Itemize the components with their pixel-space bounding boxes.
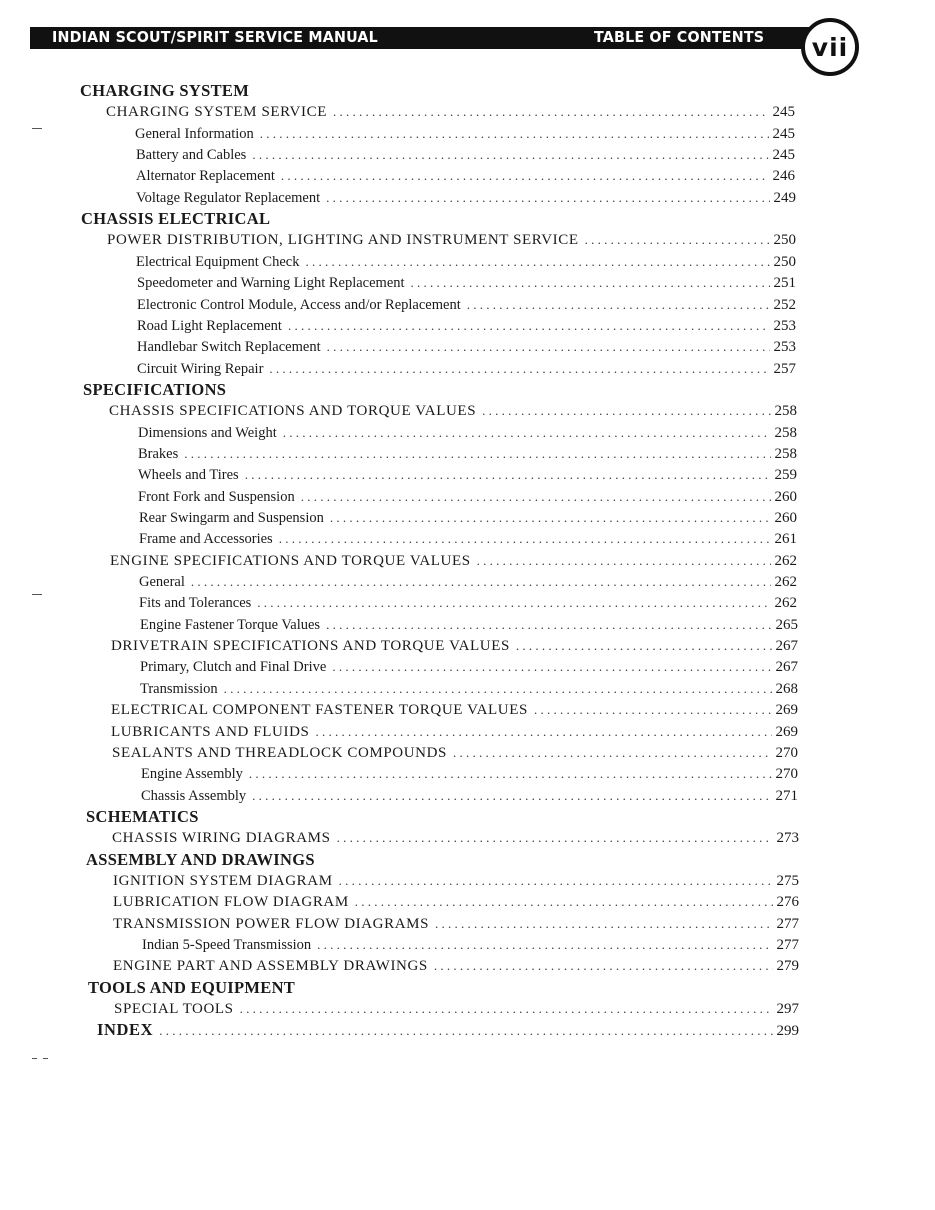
toc-entry-title: Electronic Control Module, Access and/or Replacement [137, 297, 461, 313]
toc-entry-title: INDEX [97, 1020, 154, 1039]
toc-entry-title: Fits and Tolerances [139, 595, 252, 611]
dot-leader [333, 101, 769, 123]
scan-mark [32, 1058, 37, 1059]
toc-entry [113, 891, 799, 913]
toc-entry [107, 229, 796, 251]
section-heading: TOOLS AND EQUIPMENT [88, 978, 296, 997]
dot-leader [477, 550, 771, 572]
toc-entry-title: Electrical Equipment Check [136, 254, 300, 270]
toc-entry-title: CHASSIS SPECIFICATIONS AND TORQUE VALUES [109, 403, 477, 419]
dot-leader [283, 422, 771, 444]
toc-page-number: 251 [773, 275, 796, 291]
toc-page-number: 260 [774, 510, 797, 526]
dot-leader [355, 891, 773, 913]
toc-entry-title: Transmission [140, 681, 218, 697]
dot-leader [482, 400, 770, 422]
toc-entry-title: ENGINE SPECIFICATIONS AND TORQUE VALUES [110, 553, 471, 569]
toc-page-number: 262 [774, 595, 797, 611]
toc-entry-title: Chassis Assembly [141, 788, 247, 804]
toc-page-number: 262 [774, 574, 797, 590]
toc-entry [137, 336, 796, 358]
dot-leader [326, 187, 769, 209]
toc-entry [135, 123, 795, 145]
toc-entry [112, 742, 798, 764]
toc-entry-title: Alternator Replacement [136, 168, 275, 184]
toc-page-number: 246 [772, 168, 795, 184]
toc-page-number: 279 [776, 958, 799, 974]
dot-leader [184, 443, 770, 465]
toc-entry-title: IGNITION SYSTEM DIAGRAM [113, 873, 333, 889]
dot-leader [411, 272, 770, 294]
toc-entry-title: Dimensions and Weight [138, 425, 277, 441]
toc-entry [141, 763, 798, 785]
toc-entry [141, 785, 798, 807]
toc-entry [139, 507, 797, 529]
dot-leader [269, 358, 769, 380]
toc-entry [111, 721, 798, 743]
manual-title: INDIAN SCOUT/SPIRIT SERVICE MANUAL [52, 28, 378, 46]
toc-page-number: 277 [776, 916, 799, 932]
toc-page-number: 268 [775, 681, 798, 697]
toc-page-number: 277 [776, 937, 799, 953]
toc-entry [113, 870, 799, 892]
dot-leader [327, 336, 770, 358]
toc-page-number: 253 [773, 318, 796, 334]
toc-entry-title: Circuit Wiring Repair [137, 361, 264, 377]
toc-entry-title: Wheels and Tires [138, 467, 239, 483]
dot-leader [434, 955, 773, 977]
page-number-badge: vii [801, 18, 859, 76]
section-heading: SCHEMATICS [86, 807, 199, 826]
toc-entry [136, 187, 796, 209]
scan-mark [32, 594, 42, 595]
toc-page-number: 257 [773, 361, 796, 377]
toc-page-number: 245 [772, 104, 795, 120]
toc-entry-title: Voltage Regulator Replacement [136, 190, 321, 206]
toc-page-number: 245 [772, 126, 795, 142]
section-heading: CHASSIS ELECTRICAL [81, 209, 271, 228]
toc-entry-title: SEALANTS AND THREADLOCK COMPOUNDS [112, 745, 447, 761]
toc-entry [137, 315, 796, 337]
toc-entry [139, 571, 797, 593]
toc-entry [113, 955, 799, 977]
dot-leader [337, 827, 773, 849]
toc-page-number: 269 [775, 702, 798, 718]
dot-leader [288, 315, 770, 337]
toc-page-number: 265 [775, 617, 798, 633]
toc-entry-title: Brakes [138, 446, 179, 462]
toc-entry [112, 827, 799, 849]
toc-entry [136, 165, 795, 187]
toc-page-number: 245 [772, 147, 795, 163]
toc-entry [114, 998, 799, 1020]
dot-leader [467, 294, 770, 316]
dot-leader [252, 785, 771, 807]
toc-entry [111, 699, 798, 721]
toc-entry [138, 486, 797, 508]
toc-entry [136, 144, 795, 166]
toc-entry-title: Engine Fastener Torque Values [140, 617, 321, 633]
toc-entry [137, 272, 796, 294]
toc-entry-title: Front Fork and Suspension [138, 489, 295, 505]
dot-leader [224, 678, 772, 700]
toc-entry [137, 294, 796, 316]
toc-entry-title: Speedometer and Warning Light Replacement [137, 275, 405, 291]
dot-leader [332, 656, 771, 678]
toc-page-number: 250 [773, 254, 796, 270]
toc-page-number: 259 [774, 467, 797, 483]
toc-entry-title: Rear Swingarm and Suspension [139, 510, 324, 526]
toc-entry-title: TRANSMISSION POWER FLOW DIAGRAMS [113, 916, 430, 932]
toc-page-number: 261 [774, 531, 797, 547]
toc-entry-title: ELECTRICAL COMPONENT FASTENER TORQUE VALUES [111, 702, 528, 718]
toc-page-number: 258 [774, 425, 797, 441]
toc-entry [142, 934, 799, 956]
toc-entry-title: LUBRICATION FLOW DIAGRAM [113, 894, 349, 910]
toc-page-number: 270 [775, 766, 798, 782]
dot-leader [252, 144, 768, 166]
dot-leader [330, 507, 771, 529]
toc-entry-title: Indian 5-Speed Transmission [142, 937, 312, 953]
dot-leader [301, 486, 771, 508]
toc-page-number: 267 [775, 659, 798, 675]
toc-entry [136, 251, 796, 273]
toc-entry-title: Frame and Accessories [139, 531, 273, 547]
toc-entry-title: LUBRICANTS AND FLUIDS [111, 724, 310, 740]
toc-page-number: 275 [776, 873, 799, 889]
dot-leader [534, 699, 772, 721]
toc-entry-title: DRIVETRAIN SPECIFICATIONS AND TORQUE VALUES [111, 638, 510, 654]
toc-entry [140, 614, 798, 636]
toc-entry-title: POWER DISTRIBUTION, LIGHTING AND INSTRUMENT SERVICE [107, 232, 579, 248]
dot-leader [191, 571, 771, 593]
toc-entry [138, 464, 797, 486]
dot-leader [585, 229, 770, 251]
dot-leader [326, 614, 771, 636]
toc-page-number: 250 [773, 232, 796, 248]
toc-page-number: 299 [776, 1023, 799, 1039]
dot-leader [305, 251, 769, 273]
toc-entry-title: Primary, Clutch and Final Drive [140, 659, 327, 675]
toc-entry [113, 913, 799, 935]
toc-entry [111, 635, 798, 657]
toc-page-number: 270 [775, 745, 798, 761]
toc-entry-title: General [139, 574, 185, 590]
section-heading: CHARGING SYSTEM [80, 81, 250, 100]
dot-leader [245, 464, 771, 486]
dot-leader [315, 721, 771, 743]
dot-leader [257, 592, 770, 614]
section-title: TABLE OF CONTENTS [594, 28, 765, 46]
toc-entry [140, 656, 798, 678]
toc-entry-title: General Information [135, 126, 254, 142]
section-heading: SPECIFICATIONS [83, 380, 227, 399]
toc-entry-title: ENGINE PART AND ASSEMBLY DRAWINGS [113, 958, 428, 974]
toc-page-number: 267 [775, 638, 798, 654]
dot-leader [281, 165, 769, 187]
toc-entry [109, 400, 797, 422]
toc-entry [138, 443, 797, 465]
toc-page-number: 253 [773, 339, 796, 355]
toc-page-number: 269 [775, 724, 798, 740]
toc-entry [139, 592, 797, 614]
toc-entry-title: CHARGING SYSTEM SERVICE [106, 104, 327, 120]
toc-entry-title: SPECIAL TOOLS [114, 1001, 234, 1017]
toc-entry [110, 550, 797, 572]
scan-mark [43, 1058, 48, 1059]
dot-leader [317, 934, 772, 956]
toc-entry-title: Road Light Replacement [137, 318, 282, 334]
dot-leader [339, 870, 773, 892]
toc-page-number: 273 [776, 830, 799, 846]
toc-page-number: 276 [776, 894, 799, 910]
toc-entry-title: Battery and Cables [136, 147, 247, 163]
toc-entry [139, 528, 797, 550]
toc-entry [106, 101, 795, 123]
toc-page-number: 262 [774, 553, 797, 569]
dot-leader [260, 123, 769, 145]
toc-page-number: 271 [775, 788, 798, 804]
toc-page-number: 252 [773, 297, 796, 313]
toc-page-number: 258 [774, 403, 797, 419]
dot-leader [453, 742, 772, 764]
toc-entry [138, 422, 797, 444]
dot-leader [249, 763, 772, 785]
toc-entry [137, 358, 796, 380]
dot-leader [159, 1020, 772, 1042]
toc-entry-index [97, 1019, 799, 1041]
toc-entry-title: Engine Assembly [141, 766, 243, 782]
toc-page-number: 260 [774, 489, 797, 505]
dot-leader [279, 528, 771, 550]
dot-leader [435, 913, 772, 935]
scan-mark [32, 128, 42, 129]
toc-entry-title: Handlebar Switch Replacement [137, 339, 321, 355]
toc-entry [140, 678, 798, 700]
section-heading: ASSEMBLY AND DRAWINGS [86, 850, 315, 869]
toc-entry-title: CHASSIS WIRING DIAGRAMS [112, 830, 331, 846]
toc-page-number: 258 [774, 446, 797, 462]
toc-page-number: 249 [773, 190, 796, 206]
dot-leader [240, 998, 773, 1020]
dot-leader [516, 635, 772, 657]
toc-page-number: 297 [776, 1001, 799, 1017]
